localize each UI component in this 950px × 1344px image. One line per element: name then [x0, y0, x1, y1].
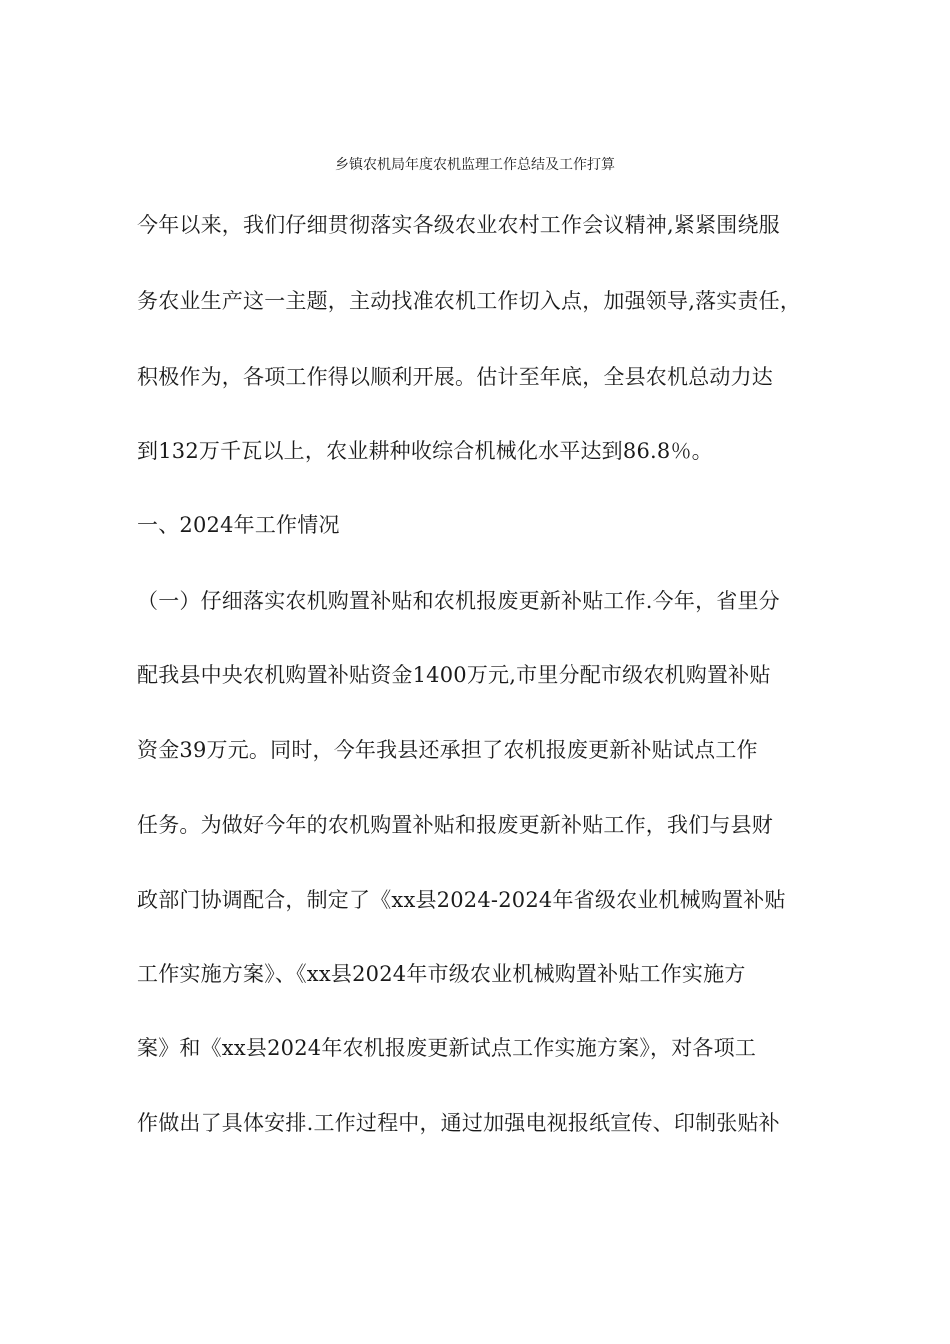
body-line: 积极作为，各项工作得以顺利开展。估计至年底，全县农机总动力达 [137, 365, 773, 389]
body-line: （一）仔细落实农机购置补贴和农机报废更新补贴工作.今年，省里分 [137, 589, 780, 613]
body-line: 资金39万元。同时，今年我县还承担了农机报废更新补贴试点工作 [137, 738, 758, 762]
section-heading: 一、2024年工作情况 [137, 513, 340, 537]
body-line: 工作实施方案》、《xx县2024年市级农业机械购置补贴工作实施方 [137, 962, 746, 986]
body-line: 务农业生产这一主题，主动找准农机工作切入点，加强领导,落实责任， [137, 289, 802, 313]
document-title: 乡镇农机局年度农机监理工作总结及工作打算 [335, 157, 615, 173]
body-line: 作做出了具体安排.工作过程中，通过加强电视报纸宣传、印制张贴补 [137, 1111, 780, 1135]
body-line: 到132万千瓦以上，农业耕种收综合机械化水平达到86.8％。 [137, 439, 713, 463]
body-line: 案》和《xx县2024年农机报废更新试点工作实施方案》，对各项工 [137, 1036, 757, 1060]
body-line: 任务。为做好今年的农机购置补贴和报废更新补贴工作，我们与县财 [137, 813, 773, 837]
body-line: 政部门协调配合，制定了《xx县2024-2024年省级农业机械购置补贴 [137, 888, 786, 912]
body-line: 配我县中央农机购置补贴资金1400万元,市里分配市级农机购置补贴 [137, 663, 771, 687]
body-line: 今年以来，我们仔细贯彻落实各级农业农村工作会议精神,紧紧围绕服 [137, 213, 780, 237]
